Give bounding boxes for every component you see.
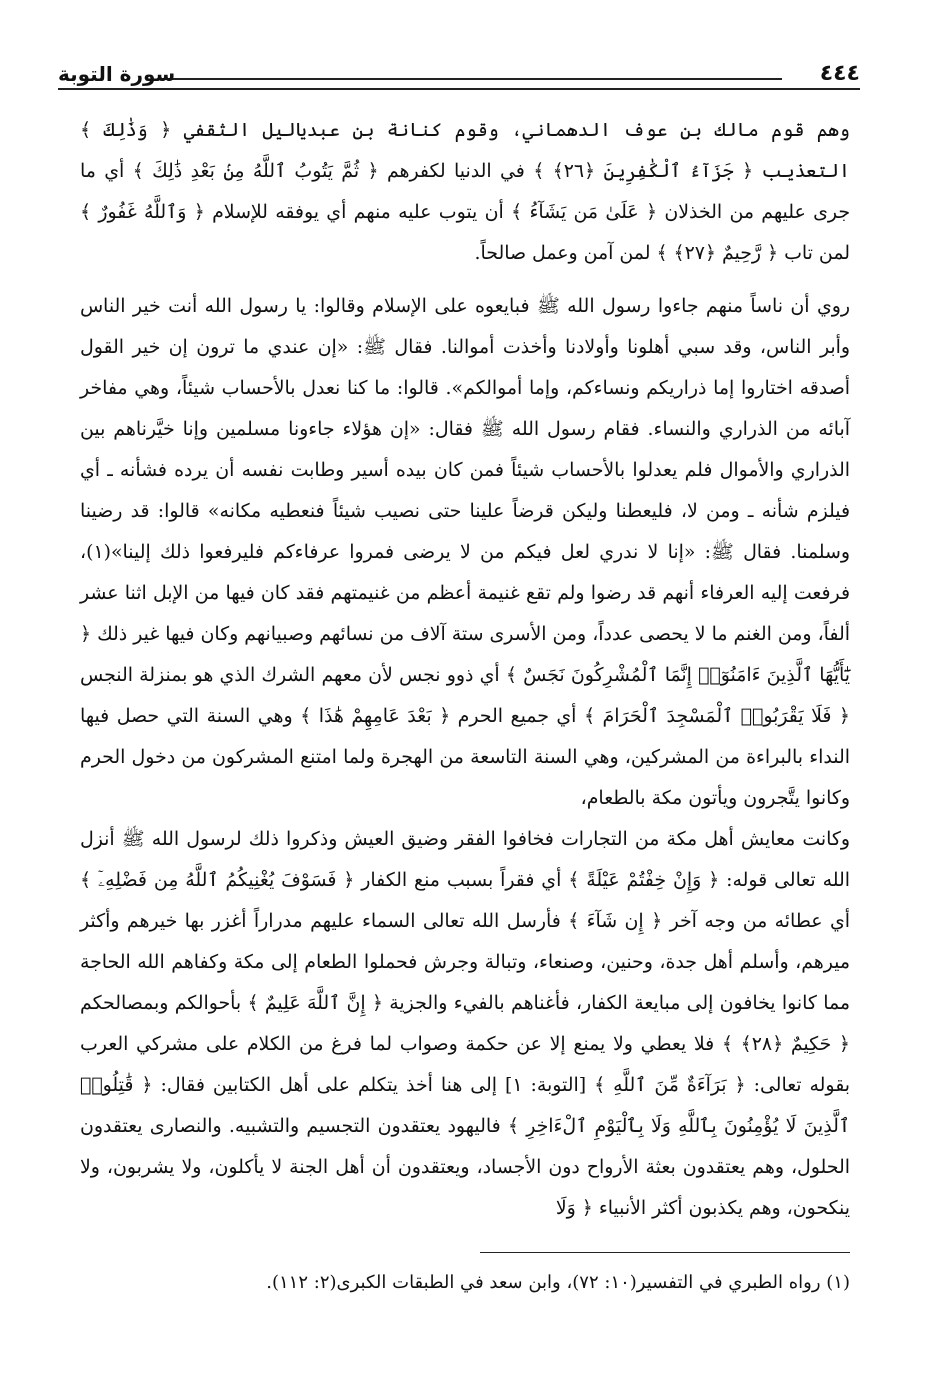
header-dash — [158, 78, 782, 80]
paragraph-3: وكانت معايش أهل مكة من التجارات فخافوا الفقر وضيق العيش وذكروا ذلك لرسول الله ﷺ أنزل الله تعالى قوله: ﴿ وَإِنْ خِفْتُمْ عَيْلَةً ﴾ أي فقراً بسبب منع الكفار ﴿ فَسَوْفَ يُغْنِيكُمُ ٱللَّهُ مِن فَضْلِهِۦٓ ﴾ أي عطائه من وجه آخر ﴿ إِن شَآءَ ﴾ فأرسل الله تعالى السماء عليهم مدراراً أغزر بها خيرهم وأكثر ميرهم، وأسلم أهل جدة، وحنين، وصنعاء، وتبالة وجرش فحملوا الطعام إلى مكة وكفاهم الله الحاجة مما كانوا يخافون إلى مبايعة الكفار، فأغناهم بالفيء والجزية ﴿ إِنَّ ٱللَّهَ عَلِيمٌ ﴾ بأحوالكم وبمصالحكم ﴿ حَكِيمٌ ﴿٢٨﴾ ﴾ فلا يعطي ولا يمنع إلا عن حكمة وصواب لما فرغ من الكلام على مشركي العرب بقوله تعالى: ﴿ بَرَآءَةٌ مِّنَ ٱللَّهِ ﴾ [التوبة: ١] إلى هنا أخذ يتكلم على أهل الكتابين فقال: ﴿ قَٰتِلُوا۟ ٱلَّذِينَ لَا يُؤْمِنُونَ بِٱللَّهِ وَلَا بِٱلْيَوْمِ ٱلْءَاخِرِ ﴾ فاليهود يعتقدون التجسيم والتشبيه. والنصارى يعتقدون الحلول، وهم يعتقدون بعثة الأرواح دون الأجساد، ويعتقدون أن أهل الجنة لا يأكلون، ولا يشربون، ولا ينكحون، وهم يكذبون أكثر الأنبياء ﴿ وَلَا — [80, 828, 851, 1219]
page-number: ٤٤٤ — [819, 61, 860, 86]
main-text — [80, 110, 850, 1229]
paragraph-1: وهم قوم مالك بن عوف الدهماني، وقوم كنانة بن عبدياليل الثقفي ﴿ وَذَٰلِكَ ﴾ التعذيب ﴿ جَزَآءُ ٱلْكَٰفِرِينَ ﴿٢٦﴾ ﴾ في الدنيا لكفرهم ﴿ ثُمَّ يَتُوبُ ٱللَّهُ مِنۢ بَعْدِ ذَٰلِكَ ﴾ أي ما جرى عليهم من الخذلان ﴿ عَلَىٰ مَن يَشَآءُ ﴾ أن يتوب عليه منهم أي يوفقه للإسلام ﴿ وَٱللَّهُ غَفُورٌ ﴾ لمن تاب ﴿ رَّحِيمٌ ﴿٢٧﴾ ﴾ لمن آمن وعمل صالحاً. — [80, 119, 850, 264]
paragraph-2: روي أن ناساً منهم جاءوا رسول الله ﷺ فبايعوه على الإسلام وقالوا: يا رسول الله أنت خير الناس وأبر الناس، وقد سبي أهلونا وأولادنا وأخذت أموالنا. فقال ﷺ: «إن عندي ما ترون إن خير القول أصدقه اختاروا إما ذراريكم ونساءكم، وإما أموالكم». قالوا: ما كنا نعدل بالأحساب شيئاً، وهي مفاخر آبائه من الذراري والنساء. فقام رسول الله ﷺ فقال: «إن هؤلاء جاءونا مسلمين وإنا خيَّرناهم بين الذراري والأموال فلم يعدلوا بالأحساب شيئاً فمن كان بيده أسير وطابت نفسه أن يرده فشأنه ـ أي فيلزم شأنه ـ ومن لا، فليعطنا وليكن قرضاً علينا حتى نصيب شيئاً فنعطيه مكانه» قالوا: قد رضينا وسلمنا. فقال ﷺ: «إنا لا ندري لعل فيكم من لا يرضى فمروا عرفاءكم فليرفعوا ذلك إلينا»(١)، فرفعت إليه العرفاء أنهم قد رضوا ولم تقع غنيمة أعظم من غنيمتهم فقد كان فيها من الإبل اثنا عشر ألفاً، ومن الغنم ما لا يحصى عدداً، ومن الأسرى ستة آلاف من نسائهم وصبيانهم وكان فيها غير ذلك ﴿ يَٰٓأَيُّهَا ٱلَّذِينَ ءَامَنُوٓا۟ إِنَّمَا ٱلْمُشْرِكُونَ نَجَسٌ ﴾ أي ذوو نجس لأن معهم الشرك الذي هو بمنزلة النجس ﴿ فَلَا يَقْرَبُوا۟ ٱلْمَسْجِدَ ٱلْحَرَامَ ﴾ أي جميع الحرم ﴿ بَعْدَ عَامِهِمْ هَٰذَا ﴾ وهي السنة التي حصل فيها النداء بالبراءة من المشركين، وهي السنة التاسعة من الهجرة ولما امتنع المشركون من دخول الحرم وكانوا يتَّجرون ويأتون مكة بالطعام، — [80, 295, 850, 809]
surah-name: سورة التوبة — [58, 62, 176, 86]
footnote: (١) رواه الطبري في التفسير(١٠: ٧٢)، وابن سعد في الطبقات الكبرى(٢: ١١٢). — [266, 1272, 850, 1293]
running-header — [58, 58, 860, 90]
footnote-separator — [480, 1252, 850, 1253]
